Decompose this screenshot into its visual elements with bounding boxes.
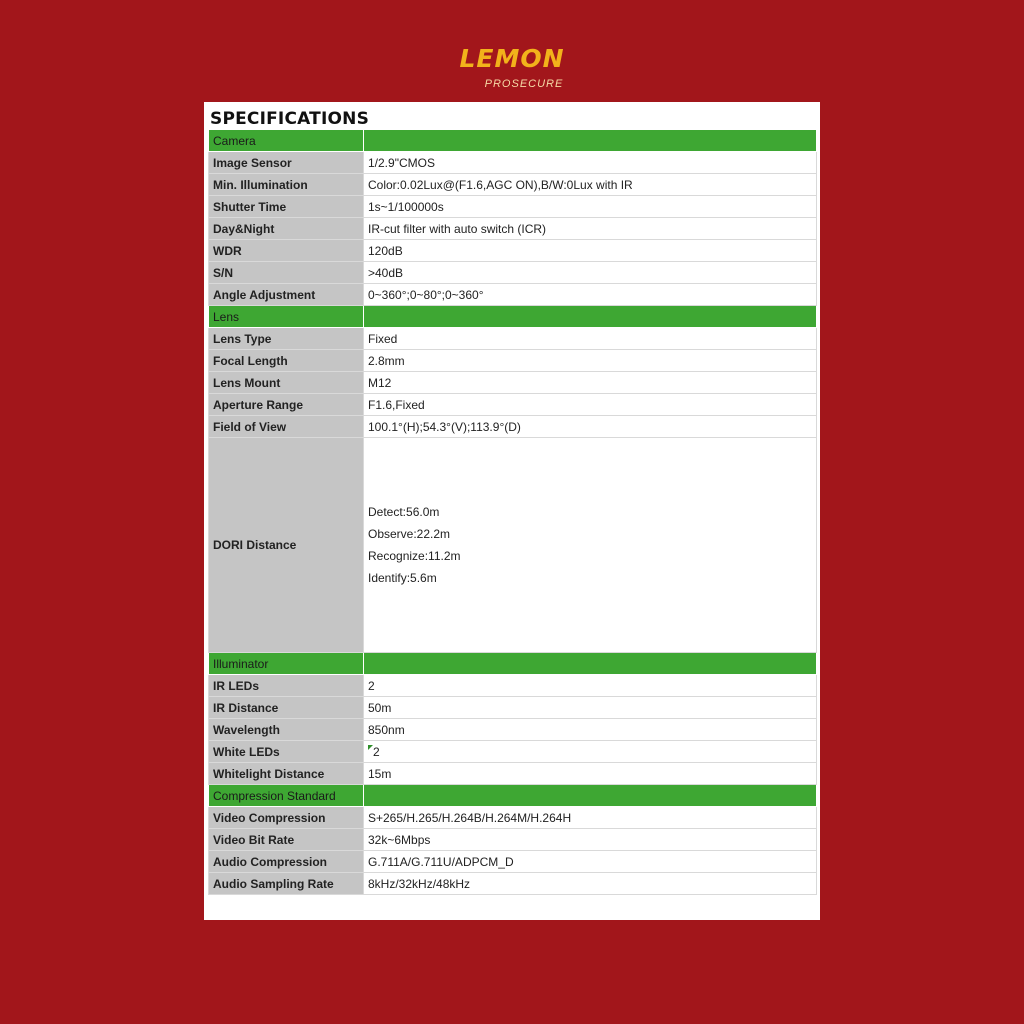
table-row — [209, 218, 817, 240]
dori-values — [364, 438, 817, 653]
row-label: S/N — [209, 262, 364, 284]
row-label: White LEDs — [209, 741, 364, 763]
table-row — [209, 763, 817, 785]
dori-recognize: Recognize:11.2m — [368, 549, 461, 563]
table-row — [209, 262, 817, 284]
table-row-dori — [209, 438, 817, 653]
row-value: 0~360°;0~80°;0~360° — [364, 284, 817, 306]
table-row — [209, 174, 817, 196]
section-fill — [364, 653, 817, 675]
row-label: Focal Length — [209, 350, 364, 372]
row-value: 120dB — [364, 240, 817, 262]
row-label: Min. Illumination — [209, 174, 364, 196]
table-row — [209, 152, 817, 174]
row-label: Day&Night — [209, 218, 364, 240]
row-label: Shutter Time — [209, 196, 364, 218]
row-label: IR Distance — [209, 697, 364, 719]
spec-table — [208, 129, 817, 895]
section-header-illuminator — [209, 653, 817, 675]
row-label: Audio Compression — [209, 851, 364, 873]
table-row — [209, 719, 817, 741]
row-value: F1.6,Fixed — [364, 394, 817, 416]
table-row — [209, 675, 817, 697]
table-row — [209, 851, 817, 873]
row-value: G.711A/G.711U/ADPCM_D — [364, 851, 817, 873]
section-title: Illuminator — [209, 653, 364, 675]
table-row — [209, 328, 817, 350]
row-value: 100.1°(H);54.3°(V);113.9°(D) — [364, 416, 817, 438]
dori-observe: Observe:22.2m — [368, 527, 451, 541]
row-label: Whitelight Distance — [209, 763, 364, 785]
table-row — [209, 240, 817, 262]
row-value: 50m — [364, 697, 817, 719]
row-label: Audio Sampling Rate — [209, 873, 364, 895]
row-label: Video Bit Rate — [209, 829, 364, 851]
row-value: Color:0.02Lux@(F1.6,AGC ON),B/W:0Lux with IR — [364, 174, 817, 196]
row-value: 1/2.9"CMOS — [364, 152, 817, 174]
section-header-camera — [209, 130, 817, 152]
row-value: 15m — [364, 763, 817, 785]
section-fill — [364, 306, 817, 328]
page-title: SPECIFICATIONS — [210, 109, 370, 129]
row-label: Field of View — [209, 416, 364, 438]
spec-sheet — [204, 102, 820, 920]
table-row — [209, 350, 817, 372]
row-label: Wavelength — [209, 719, 364, 741]
row-value: Fixed — [364, 328, 817, 350]
row-value: M12 — [364, 372, 817, 394]
section-fill — [364, 785, 817, 807]
row-label: IR LEDs — [209, 675, 364, 697]
row-value: 2.8mm — [364, 350, 817, 372]
dori-detect: Detect:56.0m — [368, 505, 440, 519]
row-value: 1s~1/100000s — [364, 196, 817, 218]
row-label: WDR — [209, 240, 364, 262]
table-row — [209, 416, 817, 438]
dori-identify: Identify:5.6m — [368, 571, 437, 585]
section-title: Camera — [209, 130, 364, 152]
row-label: Angle Adjustment — [209, 284, 364, 306]
logo-tagline: PROSECURE — [484, 78, 564, 90]
table-row — [209, 829, 817, 851]
table-row — [209, 807, 817, 829]
row-label: Video Compression — [209, 807, 364, 829]
brand-logo — [0, 44, 1024, 92]
table-row — [209, 697, 817, 719]
table-row — [209, 284, 817, 306]
row-value: >40dB — [364, 262, 817, 284]
row-label: Lens Mount — [209, 372, 364, 394]
row-value: 8kHz/32kHz/48kHz — [364, 873, 817, 895]
section-header-compression — [209, 785, 817, 807]
row-value — [364, 741, 817, 763]
logo-wordmark: LEMON — [459, 44, 565, 73]
row-value-text: 2 — [373, 744, 380, 759]
section-title: Lens — [209, 306, 364, 328]
table-row — [209, 394, 817, 416]
row-value: 2 — [364, 675, 817, 697]
row-value: 32k~6Mbps — [364, 829, 817, 851]
table-row — [209, 196, 817, 218]
row-value: 850nm — [364, 719, 817, 741]
section-fill — [364, 130, 817, 152]
section-header-lens — [209, 306, 817, 328]
table-row — [209, 372, 817, 394]
row-label: DORI Distance — [209, 438, 364, 653]
table-row — [209, 741, 817, 763]
table-row — [209, 873, 817, 895]
row-label: Image Sensor — [209, 152, 364, 174]
section-title: Compression Standard — [209, 785, 364, 807]
row-label: Aperture Range — [209, 394, 364, 416]
row-value: S+265/H.265/H.264B/H.264M/H.264H — [364, 807, 817, 829]
row-label: Lens Type — [209, 328, 364, 350]
row-value: IR-cut filter with auto switch (ICR) — [364, 218, 817, 240]
